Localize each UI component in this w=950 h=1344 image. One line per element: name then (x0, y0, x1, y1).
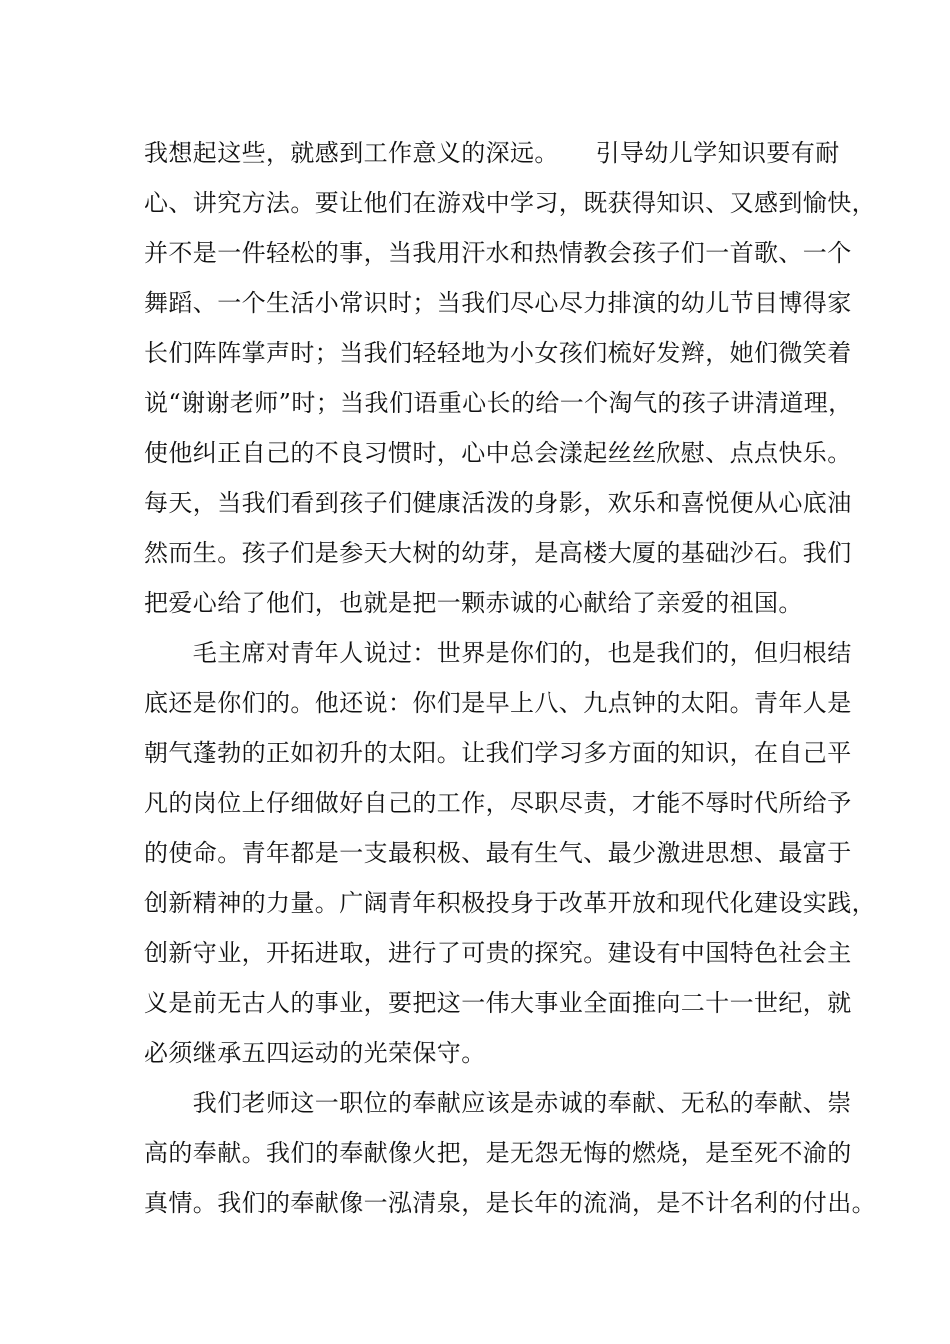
paragraph-1 (144, 128, 876, 628)
text-line: 朝气蓬勃的正如初升的太阳。让我们学习多方面的知识，在自己平 (144, 739, 852, 767)
text-line: 真情。我们的奉献像一泓清泉，是长年的流淌，是不计名利的付出。 (144, 1189, 876, 1217)
text-line: 凡的岗位上仔细做好自己的工作，尽职尽责，才能不辱时代所给予 (144, 789, 852, 817)
text-line: 长们阵阵掌声时；当我们轻轻地为小女孩们梳好发辫，她们微笑着 (144, 339, 852, 367)
text-line: 使他纠正自己的不良习惯时，心中总会漾起丝丝欣慰、点点快乐。 (144, 439, 852, 467)
text-line: 说“谢谢老师”时；当我们语重心长的给一个淘气的孩子讲清道理， (144, 389, 853, 417)
text-line: 每天，当我们看到孩子们健康活泼的身影，欢乐和喜悦便从心底油 (144, 489, 852, 517)
text-line: 底还是你们的。他还说：你们是早上八、九点钟的太阳。青年人是 (144, 689, 852, 717)
paragraph-3 (144, 1078, 876, 1228)
text-line: 义是前无古人的事业，要把这一伟大事业全面推向二十一世纪，就 (144, 989, 852, 1017)
text-line: 毛主席对青年人说过：世界是你们的，也是我们的，但归根结 (144, 639, 852, 667)
text-line: 舞蹈、一个生活小常识时；当我们尽心尽力排演的幼儿节目博得家 (144, 289, 852, 317)
text-line: 心、讲究方法。要让他们在游戏中学习，既获得知识、又感到愉快， (144, 189, 876, 217)
text-line: 创新守业，开拓进取，进行了可贵的探究。建设有中国特色社会主 (144, 939, 852, 967)
document-body (144, 128, 876, 1228)
text-line: 我们老师这一职位的奉献应该是赤诚的奉献、无私的奉献、崇 (144, 1089, 852, 1117)
text-line: 的使命。青年都是一支最积极、最有生气、最少激进思想、最富于 (144, 839, 852, 867)
text-line: 并不是一件轻松的事，当我用汗水和热情教会孩子们一首歌、一个 (144, 239, 852, 267)
text-line: 创新精神的力量。广阔青年积极投身于改革开放和现代化建设实践， (144, 889, 876, 917)
text-line: 把爱心给了他们，也就是把一颗赤诚的心献给了亲爱的祖国。 (144, 589, 803, 617)
paragraph-2 (144, 628, 876, 1078)
text-line: 必须继承五四运动的光荣保守。 (144, 1039, 486, 1067)
text-line: 然而生。孩子们是参天大树的幼芽，是高楼大厦的基础沙石。我们 (144, 539, 852, 567)
text-line: 高的奉献。我们的奉献像火把，是无怨无悔的燃烧，是至死不渝的 (144, 1139, 852, 1167)
text-line: 我想起这些，就感到工作意义的深远。 引导幼儿学知识要有耐 (144, 139, 840, 167)
